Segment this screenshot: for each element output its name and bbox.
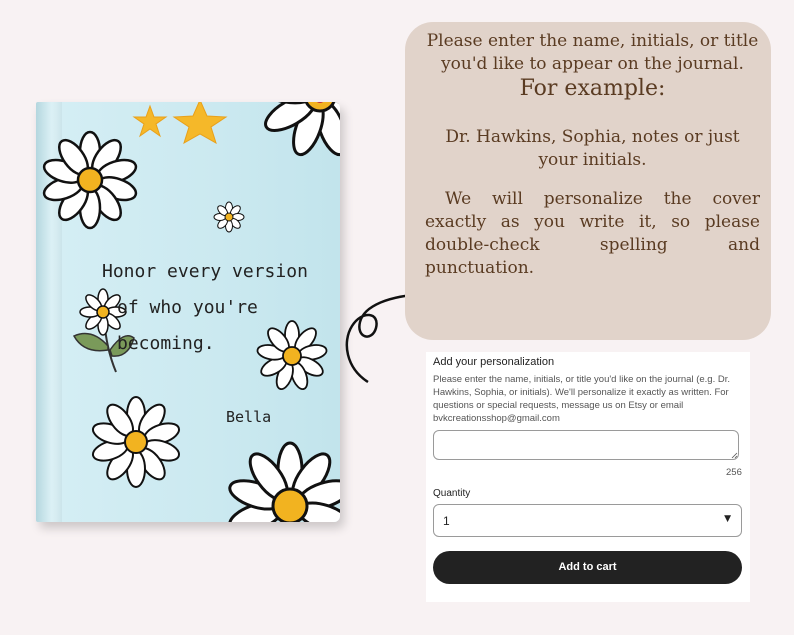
- form-description: Please enter the name, initials, or title you'd like on the journal (e.g. Dr. Hawkins, Sophia, or initials). We'll personalize it exactly as written. For questions or special requests, message us on Etsy or email bvkcreationsshop@gmail.com: [433, 374, 731, 424]
- cover-quote: [102, 254, 322, 362]
- note-line: We will personalize the cover: [445, 189, 760, 209]
- personalization-input[interactable]: [433, 430, 739, 460]
- cover-quote-line: of who you're: [117, 297, 258, 318]
- quantity-value: 1: [443, 514, 450, 528]
- cover-name: Bella: [226, 408, 272, 426]
- daisy-bottom-right: [222, 432, 340, 522]
- note-heading: For example:: [519, 76, 666, 101]
- daisy-top-right: [242, 102, 340, 174]
- resize-handle-icon[interactable]: [731, 452, 738, 459]
- note-line: you'd like to appear on the journal.: [441, 54, 744, 74]
- cover-quote-line: becoming.: [117, 333, 215, 354]
- quantity-select[interactable]: [433, 504, 742, 537]
- note-line: your initials.: [538, 150, 647, 170]
- journal-mockup-image: [36, 102, 340, 522]
- note-line: Please enter the name, initials, or title: [426, 31, 759, 51]
- daisy-left: [40, 130, 140, 230]
- form-title: Add your personalization: [433, 356, 555, 368]
- note-line: Dr. Hawkins, Sophia, notes or just: [445, 127, 740, 147]
- note-line: punctuation.: [425, 258, 535, 278]
- chevron-down-icon: ▼: [724, 514, 731, 524]
- character-limit: 256: [726, 467, 742, 478]
- cover-quote-line: Honor every version: [102, 261, 308, 282]
- note-line: double-check spelling and: [425, 235, 760, 255]
- add-to-cart-button[interactable]: Add to cart: [433, 551, 742, 584]
- star-decoration-large: [170, 102, 230, 144]
- personalization-note: [405, 22, 771, 340]
- daisy-tiny: [212, 200, 246, 234]
- daisy-bottom-left: [88, 394, 184, 490]
- note-text: [425, 30, 760, 280]
- quantity-label: Quantity: [433, 488, 471, 499]
- note-line: exactly as you write it, so please: [425, 212, 760, 232]
- personalization-form: [426, 352, 750, 602]
